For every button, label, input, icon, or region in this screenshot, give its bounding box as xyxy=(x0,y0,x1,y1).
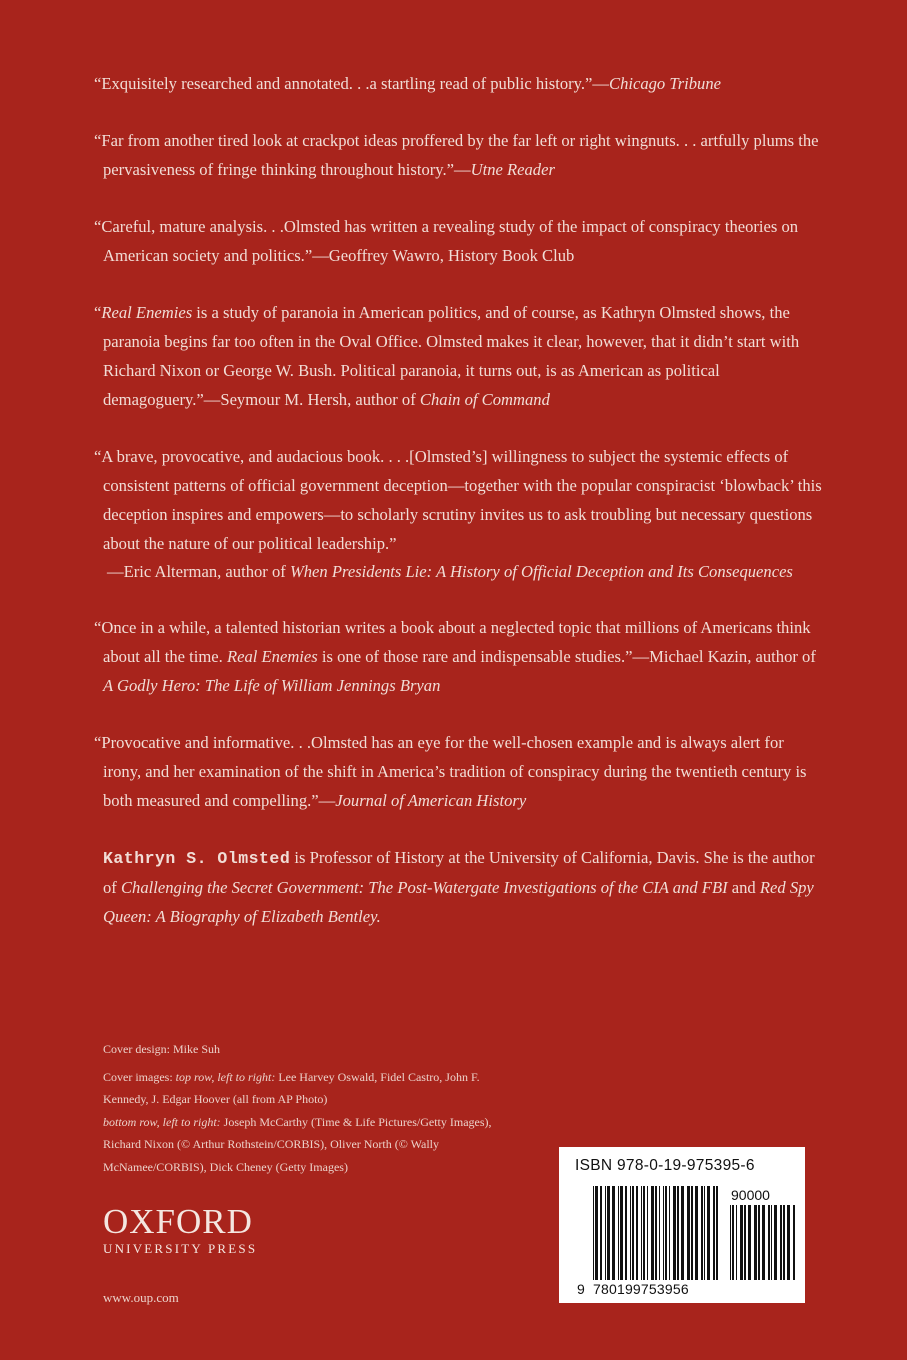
barcode-bar xyxy=(744,1205,746,1280)
isbn-label: ISBN 978-0-19-975395-6 xyxy=(575,1157,755,1174)
quote-utne-reader xyxy=(94,127,824,185)
barcode-bar xyxy=(595,1186,598,1280)
barcode-bar xyxy=(748,1205,751,1280)
publisher-name: OXFORD xyxy=(103,1202,253,1241)
barcode-digits: 780199753956 xyxy=(593,1281,689,1297)
barcode-lead-digit: 9 xyxy=(577,1281,585,1297)
barcode-bar xyxy=(771,1205,772,1280)
quote-kazin xyxy=(94,614,824,700)
barcode-bar xyxy=(663,1186,664,1280)
barcode-bar xyxy=(780,1205,782,1280)
quote-alterman xyxy=(94,443,824,587)
barcode-bars xyxy=(593,1186,718,1280)
quote-text: “Far from another tired look at crackpot ideas proffered by the far left or right wingnuts. . . artfully plums the pervasiveness of fringe thinking throughout history.”— xyxy=(94,131,819,180)
cover-credits xyxy=(103,1038,503,1178)
barcode-bar xyxy=(677,1186,679,1280)
barcode-bar xyxy=(665,1186,667,1280)
quote-wawro xyxy=(94,213,824,271)
barcode-bar xyxy=(793,1205,795,1280)
barcode-bar xyxy=(681,1186,684,1280)
quote-hersh: “Real Enemies is a study of paranoia in American politics, and of course, as Kathryn Olmsted shows, the paranoia begins far too often in the Oval Office. Olmsted makes it clear, however, that it didn’t start with Richard Nixon or George W. Bush. Political paranoia, it turns out, is as American as political demagoguery.”—Seymour M. Hersh, author of Chain of Command xyxy=(94,303,800,409)
barcode-bar xyxy=(600,1186,602,1280)
barcode-bar xyxy=(641,1186,642,1280)
barcode-bar xyxy=(630,1186,631,1280)
publisher-subtitle: UNIVERSITY PRESS xyxy=(103,1241,258,1256)
quote-text: “A brave, provocative, and audacious book. . . .[Olmsted’s] willingness to subject the systemic effects of consistent patterns of official government deception—together with the popular conspiracist ‘blowback’ this deception inspires and empowers—to scholarly scrutiny invites us to ask troubling but necessary questions about the nature of our political leadership.” xyxy=(94,447,822,553)
barcode-bar xyxy=(607,1186,610,1280)
quote-source: Journal of American History xyxy=(335,790,527,810)
book-title: Red Spy Queen: A Biography of Elizabeth Bentley. xyxy=(103,877,814,926)
barcode-bar xyxy=(758,1205,760,1280)
barcode-bar xyxy=(716,1186,718,1280)
barcode-bar xyxy=(691,1186,693,1280)
barcode-bar xyxy=(632,1186,634,1280)
oxford-logo xyxy=(103,1204,278,1257)
barcode-bar xyxy=(783,1205,785,1280)
barcode-bar xyxy=(730,1205,731,1280)
barcode-bar xyxy=(618,1186,619,1280)
barcode-bar xyxy=(713,1186,715,1280)
barcode-bar xyxy=(669,1186,670,1280)
barcode-bar xyxy=(701,1186,703,1280)
barcode-bar xyxy=(659,1186,660,1280)
barcode-bar xyxy=(636,1186,638,1280)
barcode-bar xyxy=(695,1186,698,1280)
cover-images-bottom-credit: bottom row, left to right: Joseph McCarthy (Time & Life Pictures/Getty Images), Richard Nixon (© Arthur Rothstein/CORBIS), Oliver North (© Wally McNamee/CORBIS), Dick Cheney (Getty Images) xyxy=(103,1114,492,1174)
barcode-bar xyxy=(787,1205,790,1280)
quote-chicago-tribune xyxy=(94,70,824,99)
barcode-bar xyxy=(655,1186,657,1280)
quote-text: is one of those rare and indispensable studies.”—Michael Kazin, author of xyxy=(317,646,816,666)
quote-journal-american-history xyxy=(94,729,824,815)
barcode-bar xyxy=(732,1205,734,1280)
barcode-bar xyxy=(762,1205,765,1280)
cover-design-credit: Cover design: Mike Suh xyxy=(103,1042,220,1056)
author-name: Kathryn S. Olmsted xyxy=(103,849,291,868)
isbn-barcode xyxy=(559,1147,805,1303)
quote-text: “Provocative and informative. . .Olmsted has an eye for the well-chosen example and is always alert for irony, and her examination of the shift in America’s tradition of conspiracy during the twentieth century is both measured and compelling.”— xyxy=(94,733,807,810)
author-bio: Kathryn S. Olmsted is Professor of History at the University of California, Davis. She is the author of Challenging the Secret Government: The Post-Watergate Investigations of the CIA and FBI and Red Spy Queen: A Biography of Elizabeth Bentley. xyxy=(103,848,815,926)
book-title: A Godly Hero: The Life of William Jennings Bryan xyxy=(103,675,441,695)
price-code: 90000 xyxy=(731,1187,770,1203)
publisher-website: www.oup.com xyxy=(103,1290,179,1305)
barcode-bar xyxy=(651,1186,654,1280)
barcode-bar xyxy=(625,1186,627,1280)
barcode-bar xyxy=(647,1186,648,1280)
cover-images-credit: Cover images: top row, left to right: Lee Harvey Oswald, Fidel Castro, John F. Kennedy, J. Edgar Hoover (all from AP Photo) xyxy=(103,1069,480,1106)
praise-quotes xyxy=(94,70,824,844)
book-title: When Presidents Lie: A History of Official Deception and Its Consequences xyxy=(289,562,793,582)
quote-text: “Exquisitely researched and annotated. . .a startling read of public history.”— xyxy=(94,74,609,93)
barcode-bar xyxy=(620,1186,623,1280)
barcode-bar xyxy=(605,1186,606,1280)
barcode-bar xyxy=(643,1186,645,1280)
quote-source: Utne Reader xyxy=(470,160,555,180)
barcode-bar xyxy=(774,1205,777,1280)
book-title: Real Enemies xyxy=(101,303,193,323)
book-title: Real Enemies xyxy=(226,646,318,666)
barcode-bar xyxy=(673,1186,676,1280)
barcode-bar xyxy=(687,1186,690,1280)
barcode-graphic xyxy=(559,1147,805,1303)
book-title: Challenging the Secret Government: The Post-Watergate Investigations of the CIA and FBI xyxy=(120,877,728,897)
barcode-bar xyxy=(736,1205,737,1280)
barcode-bar xyxy=(707,1186,710,1280)
quote-source: Chicago Tribune xyxy=(609,74,722,93)
barcode-bar xyxy=(754,1205,757,1280)
quote-text: “Once in a while, a talented historian writes a book about a neglected topic that millions of Americans think about all the time. xyxy=(94,618,811,666)
barcode-bar xyxy=(704,1186,705,1280)
book-title: Chain of Command xyxy=(419,389,550,409)
barcode-bar xyxy=(768,1205,770,1280)
quote-text: “Careful, mature analysis. . .Olmsted has written a revealing study of the impact of conspiracy theories on American society and politics.”—Geoffrey Wawro, History Book Club xyxy=(94,217,799,266)
quote-text: is a study of paranoia in American politics, and of course, as Kathryn Olmsted shows, the paranoia begins far too often in the Oval Office. Olmsted makes it clear, however, that it didn’t start with Richard Nixon or George W. Bush. Political paranoia, it turns out, is as American as political demagoguery.”—Seymour M. Hersh, author of xyxy=(103,303,800,409)
barcode-bar xyxy=(740,1205,743,1280)
barcode-bar xyxy=(612,1186,615,1280)
price-barcode-bars xyxy=(730,1205,795,1280)
barcode-bar xyxy=(593,1186,594,1280)
quote-attribution: —Eric Alterman, author of When Presidents Lie: A History of Official Deception and Its Consequences xyxy=(107,562,793,582)
